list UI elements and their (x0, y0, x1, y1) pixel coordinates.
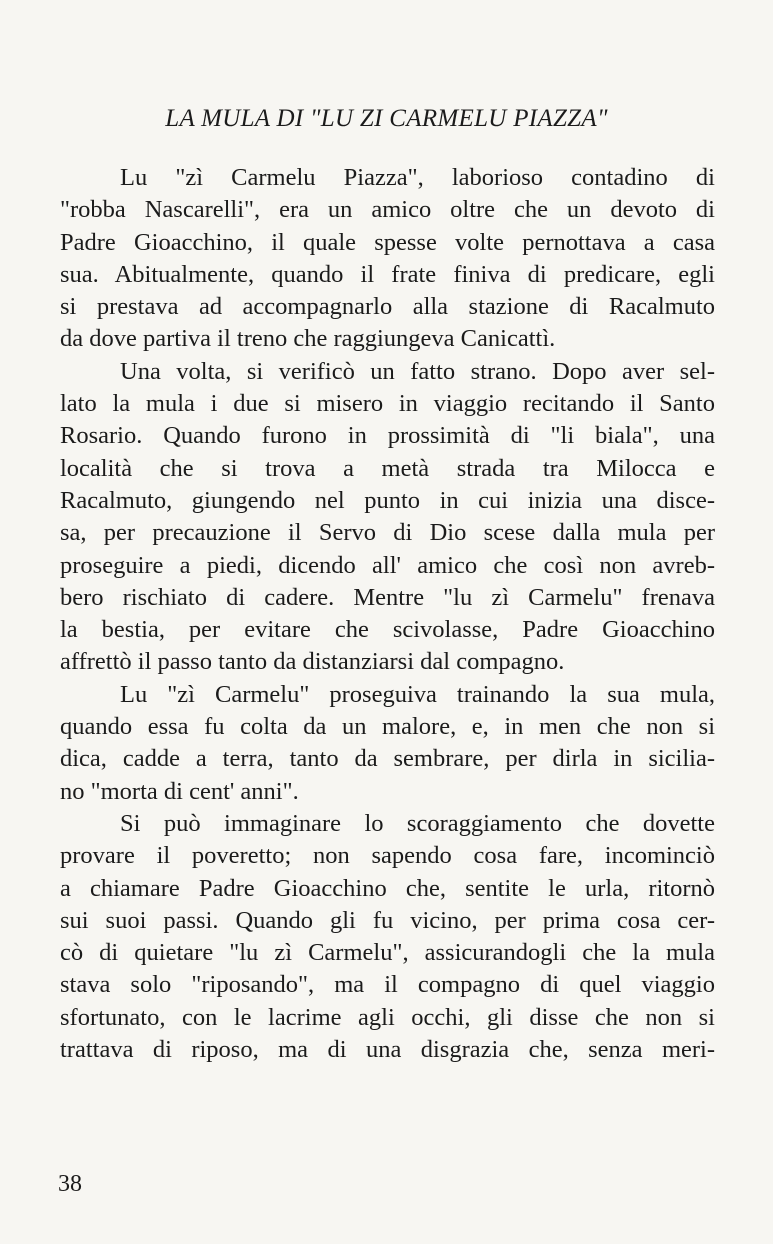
text-line: lato la mula i due si misero in viaggio recitando il Santo (60, 390, 715, 418)
text-line: affrettò il passo tanto da distanziarsi dal compagno. (60, 648, 565, 676)
page-number: 38 (58, 1171, 82, 1197)
text-line: bero rischiato di cadere. Mentre "lu zì Carmelu" frenava (60, 583, 715, 611)
text-line: sua. Abitualmente, quando il frate finiva di predicare, egli (60, 260, 715, 288)
text-line: Lu "zì Carmelu" proseguiva trainando la sua mula, (120, 680, 715, 708)
chapter-title: LA MULA DI "LU ZI CARMELU PIAZZA" (165, 105, 608, 132)
text-line: da dove partiva il treno che raggiungeva Canicattì. (60, 325, 556, 353)
text-line: stava solo "riposando", ma il compagno di quel viaggio (60, 971, 715, 999)
text-line: Padre Gioacchino, il quale spesse volte pernottava a casa (60, 228, 715, 256)
text-line: "robba Nascarelli", era un amico oltre che un devoto di (60, 196, 715, 224)
text-line: località che si trova a metà strada tra Milocca e (60, 454, 715, 482)
text-line: Lu "zì Carmelu Piazza", laborioso contadino di (120, 164, 715, 191)
text-line: proseguire a piedi, dicendo all' amico che così non avreb- (60, 551, 715, 579)
text-line: Una volta, si verificò un fatto strano. Dopo aver sel- (120, 357, 715, 385)
text-line: cò di quietare "lu zì Carmelu", assicurandogli che la mula (60, 939, 715, 967)
text-line: sa, per precauzione il Servo di Dio scese dalla mula per (60, 519, 715, 547)
body-text (60, 162, 715, 1066)
text-line: la bestia, per evitare che scivolasse, Padre Gioacchino (60, 616, 715, 644)
text-line: si prestava ad accompagnarlo alla stazione di Racalmuto (60, 293, 715, 321)
text-line: quando essa fu colta da un malore, e, in men che non si (60, 713, 715, 741)
text-line: sui suoi passi. Quando gli fu vicino, per prima cosa cer- (60, 906, 715, 934)
text-line: Rosario. Quando furono in prossimità di "li biala", una (60, 422, 715, 450)
text-line: trattava di riposo, ma di una disgrazia che, senza meri- (60, 1036, 715, 1064)
text-line: Racalmuto, giungendo nel punto in cui inizia una disce- (60, 486, 715, 514)
text-line: sfortunato, con le lacrime agli occhi, gli disse che non si (60, 1003, 715, 1031)
text-line: no "morta di cent' anni". (60, 777, 299, 805)
text-line: provare il poveretto; non sapendo cosa fare, incominciò (60, 842, 715, 870)
text-line: dica, cadde a terra, tanto da sembrare, per dirla in sicilia- (60, 745, 715, 773)
text-line: Si può immaginare lo scoraggiamento che dovette (120, 809, 715, 837)
text-line: a chiamare Padre Gioacchino che, sentite le urla, ritornò (60, 874, 715, 902)
